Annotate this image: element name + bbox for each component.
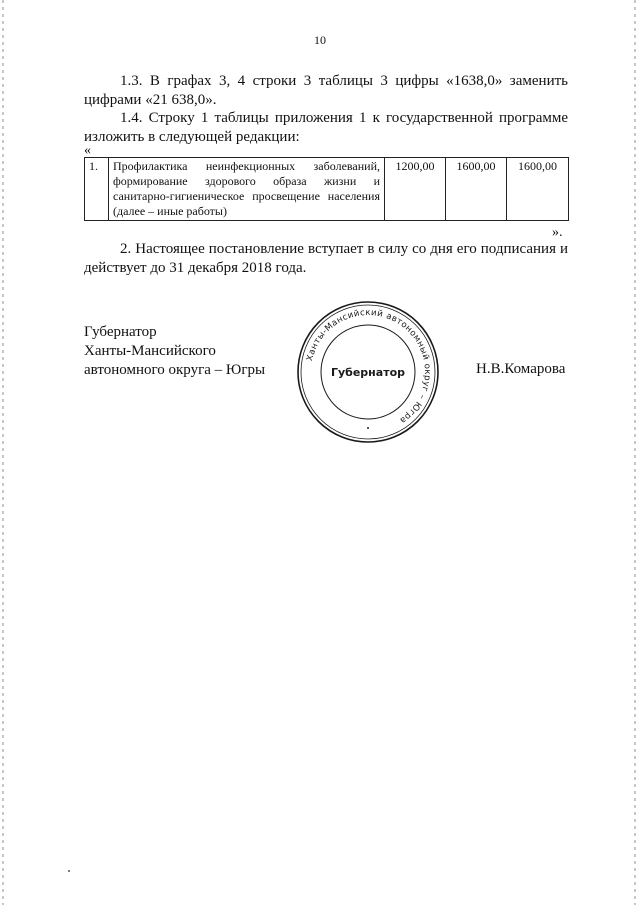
program-table	[84, 157, 569, 221]
page-number: 10	[314, 33, 326, 47]
scan-speck	[68, 870, 70, 872]
row-description-cell: Профилактика неинфекционных заболеваний, формирование здорового образа жизни и санитарно-гигиеническое просвещение населения (далее – иные работы)	[109, 158, 385, 221]
paragraph-2	[84, 240, 568, 278]
table-row	[85, 158, 569, 221]
row-value-1-cell: 1200,00	[385, 158, 446, 221]
paragraph-1-4-line-2: изложить в следующей редакции:	[84, 129, 300, 145]
signatory-title-line-2: Ханты-Мансийского	[84, 343, 216, 359]
paragraph-2-line-1: 2. Настоящее постановление вступает в силу со дня его подписания и	[120, 241, 568, 257]
row-value-2-cell: 1600,00	[446, 158, 507, 221]
opening-quote-mark: «	[84, 143, 91, 158]
official-seal	[293, 297, 443, 447]
paragraph-2-line-2: действует до 31 декабря 2018 года.	[84, 260, 307, 276]
left-scan-edge	[2, 0, 4, 905]
paragraph-1-3	[84, 72, 568, 110]
signatory-title-line-1: Губернатор	[84, 324, 157, 340]
closing-quote-mark: ».	[552, 225, 563, 240]
paragraph-1-4-line-1: 1.4. Строку 1 таблицы приложения 1 к государственной программе	[120, 110, 568, 126]
row-value-3-cell: 1600,00	[507, 158, 569, 221]
seal-graphic	[293, 297, 443, 447]
signatory-title	[84, 323, 265, 380]
right-scan-edge	[634, 0, 636, 905]
signatory-title-line-3: автономного округа – Югры	[84, 362, 266, 378]
seal-outer-text: Ханты-Мансийский автономный округ – Югра	[305, 307, 433, 426]
row-number-cell: 1.	[85, 158, 109, 221]
seal-center-text: Губернатор	[330, 366, 406, 379]
paragraph-1-3-line-2: цифрами «21 638,0».	[84, 92, 217, 108]
seal-star-icon: •	[366, 424, 370, 433]
paragraph-1-3-line-1: 1.3. В графах 3, 4 строки 3 таблицы 3 цифры «1638,0» заменить	[120, 73, 568, 89]
signatory-name: Н.В.Комарова	[476, 361, 566, 377]
paragraph-1-4	[84, 109, 568, 147]
